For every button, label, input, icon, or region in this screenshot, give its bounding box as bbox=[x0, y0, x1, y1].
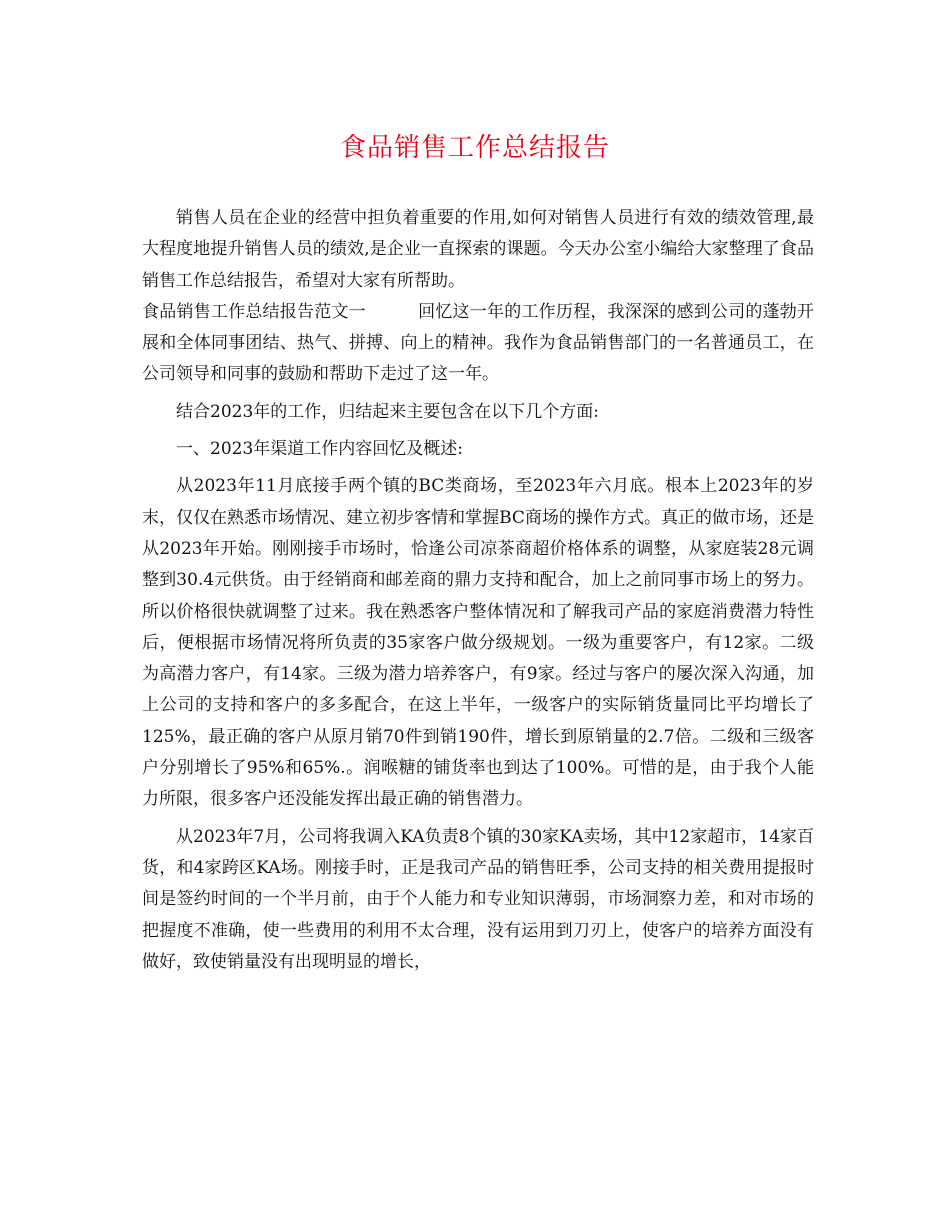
sample-paragraph bbox=[142, 297, 814, 391]
document-title: 食品销售工作总结报告 bbox=[339, 133, 610, 163]
section-one-heading: 一、2023年渠道工作内容回忆及概述: bbox=[176, 439, 463, 460]
ka-review-paragraph: 从2023年7月，公司将我调入KA负责8个镇的30家KA卖场，其中12家超市，14家百货，和4家跨区KA场。刚接手时，正是我司产品的销售旺季，公司支持的相关费用提报时间是签约时间的一个半月前，由于个人能力和专业知识薄弱，市场洞察力差，和对市场的把握度不准确，使一些费用的利用不太合理，没有运用到刀刃上，使客户的培养方面没有做好，致使销量没有出现明显的增长， bbox=[142, 826, 814, 972]
summary-paragraph: 结合2023年的工作，归结起来主要包含在以下几个方面: bbox=[176, 401, 599, 422]
document-body bbox=[142, 203, 814, 978]
sample-start-text: 回忆这一年的工作历程，我深深的感到公司的蓬勃开展和全体同事团结、热气、拼搏、向上的精神。我作为食品销售部门的一名普通员工，在公司领导和同事的鼓励和帮助下走过了这一年。 bbox=[142, 301, 815, 385]
sample-heading: 食品销售工作总结报告范文一 bbox=[142, 301, 366, 322]
intro-paragraph: 销售人员在企业的经营中担负着重要的作用,如何对销售人员进行有效的绩效管理,最大程度地提升销售人员的绩效,是企业一直探索的课题。今天办公室小编给大家整理了食品销售工作总结报告，希望对大家有所帮助。 bbox=[142, 208, 814, 291]
bc-review-paragraph: 从2023年11月底接手两个镇的BC类商场，至2023年六月底。根本上2023年的岁末，仅仅在熟悉市场情况、建立初步客情和掌握BC商场的操作方式。真正的做市场，还是从2023年开始。刚刚接手市场时，恰逢公司凉茶商超价格体系的调整，从家庭装28元调整到30.4元供货。由于经销商和邮差商的鼎力支持和配合，加上之前同事市场上的努力。所以价格很快就调整了过来。我在熟悉客户整体情况和了解我司产品的家庭消费潜力特性后，便根据市场情况将所负责的35家客户做分级规划。一级为重要客户，有12家。二级为高潜力客户，有14家。三级为潜力培养客户，有9家。经过与客户的屡次深入沟通，加上公司的支持和客户的多多配合，在这上半年，一级客户的实际销货量同比平均增长了125%，最正确的客户从原月销70件到销190件，增长到原销量的2.7倍。二级和三级客户分别增长了95%和65%.。润喉糖的铺货率也到达了100%。可惜的是，由于我个人能力所限，很多客户还没能发挥出最正确的销售潜力。 bbox=[142, 476, 814, 810]
